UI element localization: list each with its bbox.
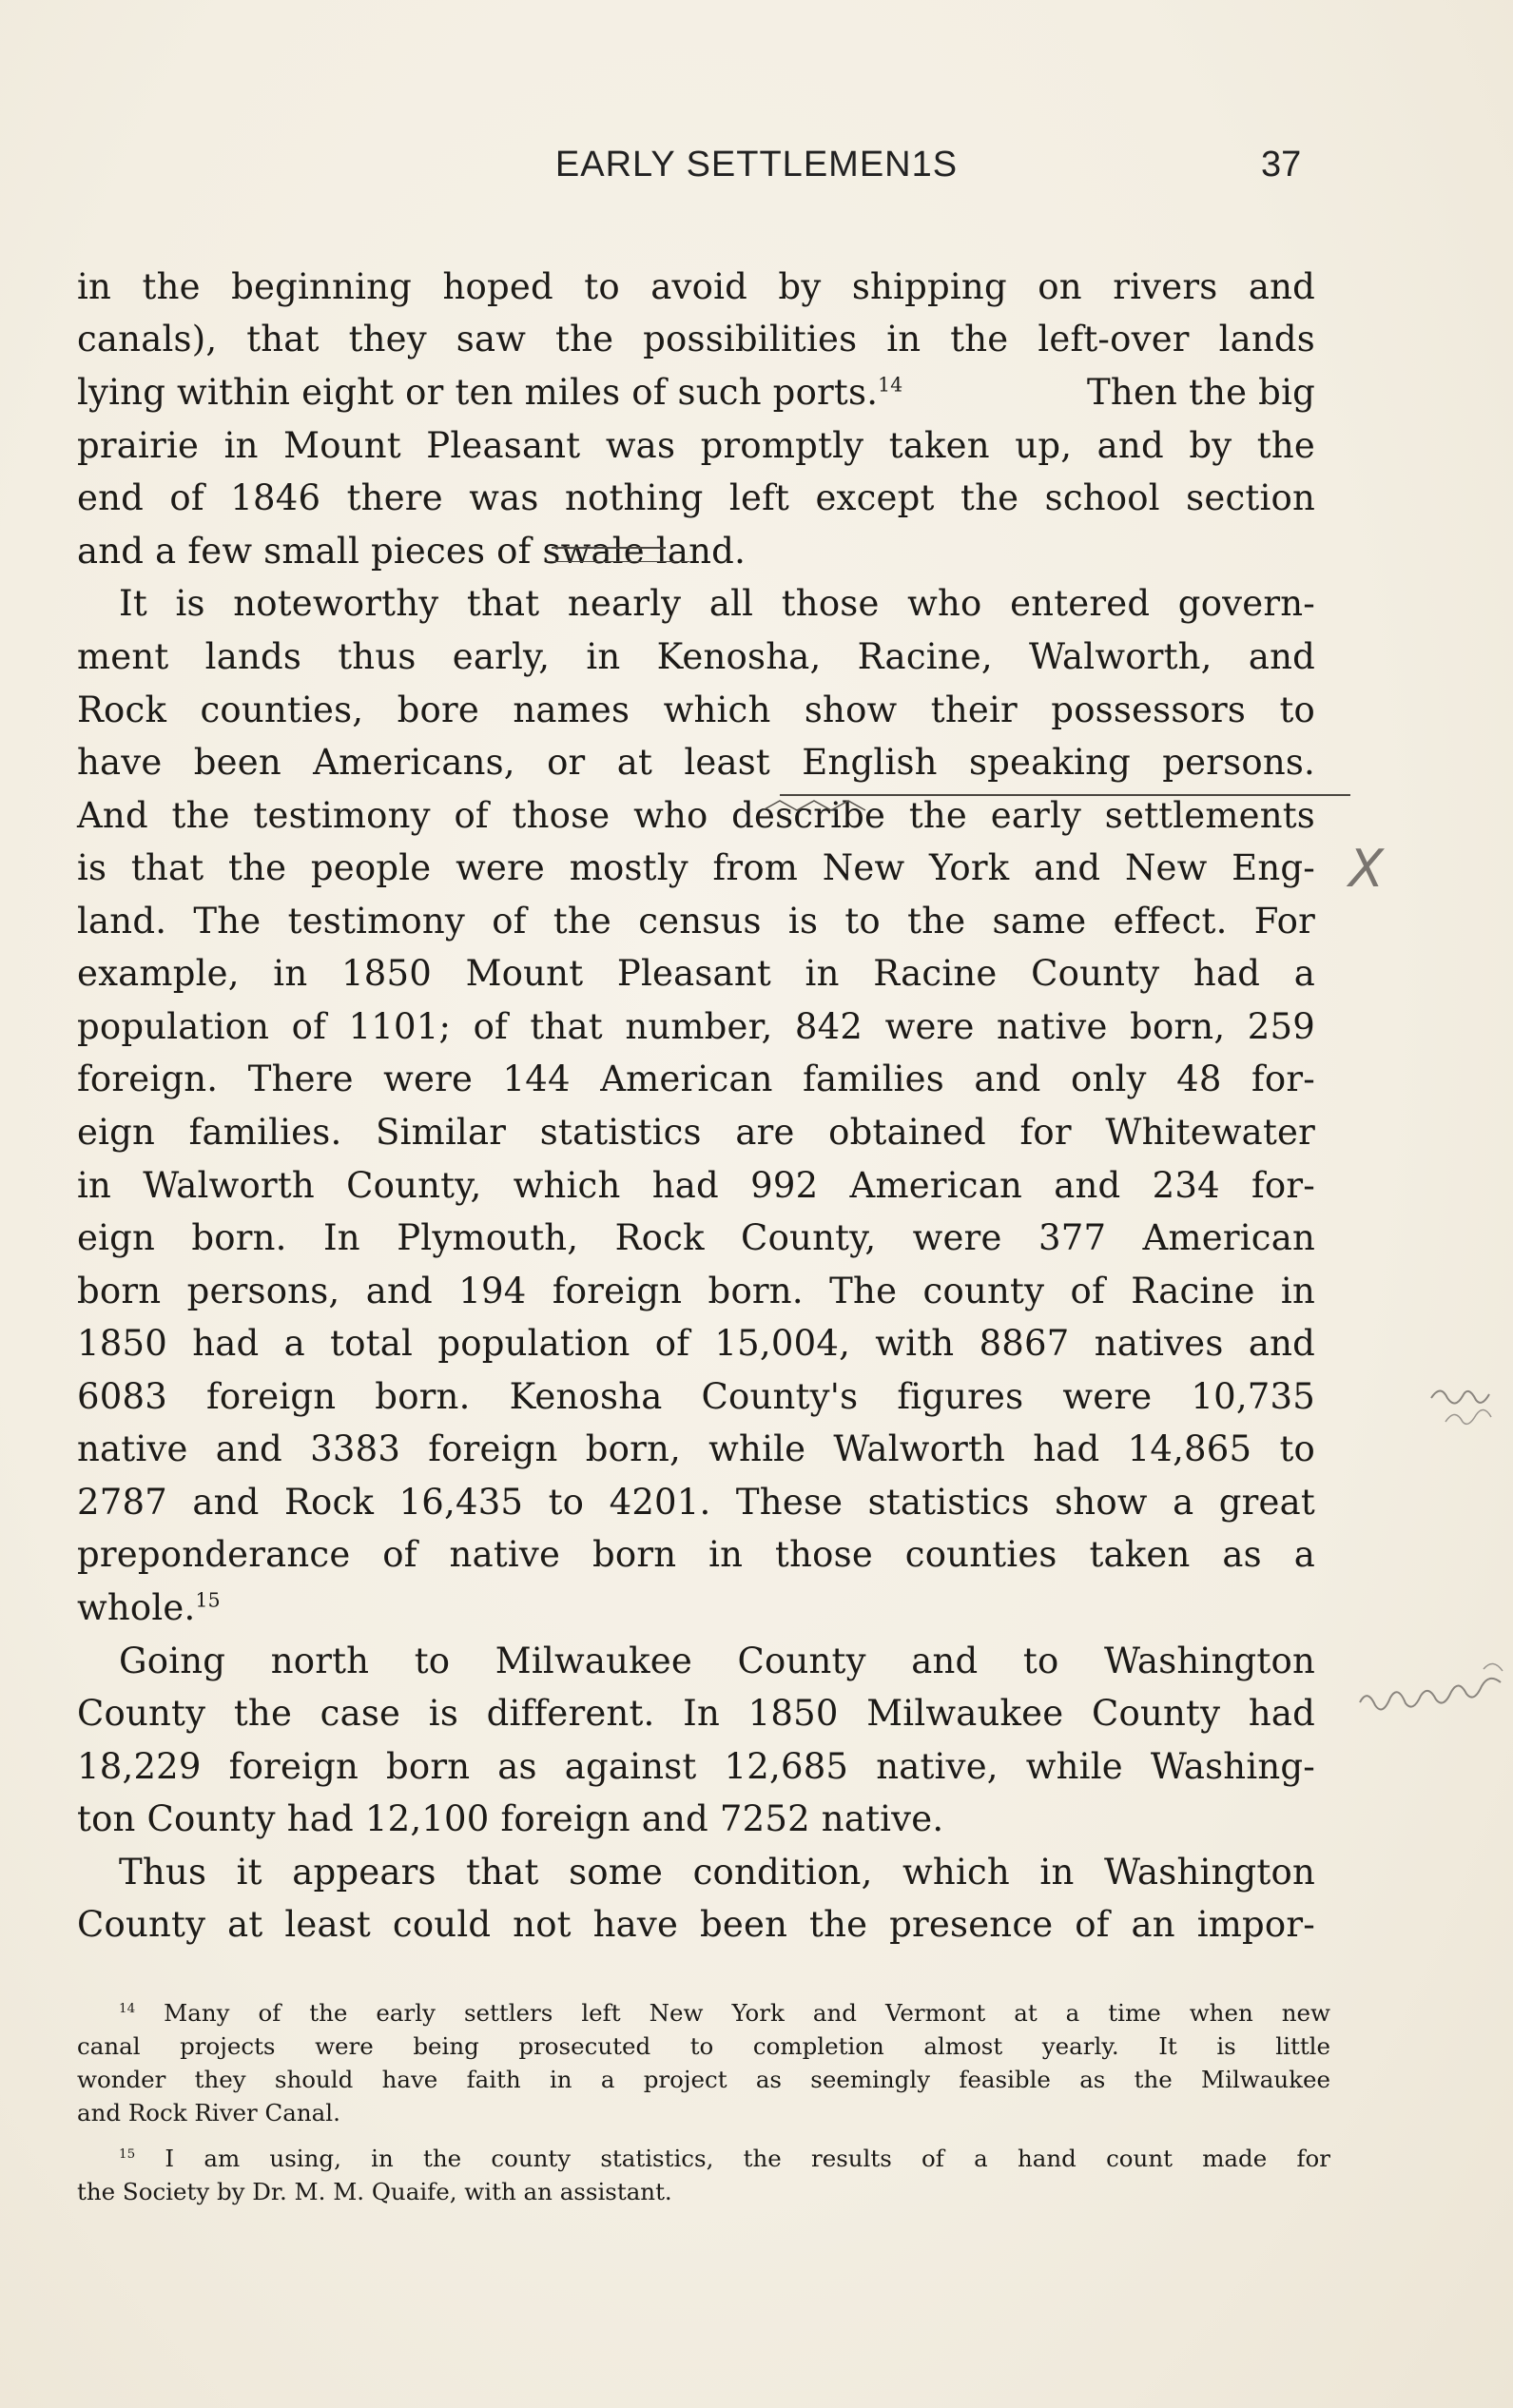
footnote-ref-14: 14 xyxy=(878,373,903,397)
pencil-underline-swale xyxy=(547,561,689,562)
paragraph-start: Going north to Milwaukee County and to Washington xyxy=(119,1641,1315,1681)
body-line: preponderance of native born in those counties taken as a xyxy=(77,1534,1315,1575)
body-line: and a few small pieces of swale land. xyxy=(77,531,747,572)
body-line: 18,229 foreign born as against 12,685 native, while Washing- xyxy=(77,1746,1315,1787)
pencil-underline-english-speaking xyxy=(780,794,1350,796)
footnote-14-line: $^{14}$ Many of the early settlers left New York and Vermont at a time when new xyxy=(119,1999,1330,2027)
body-line-with-footnote xyxy=(77,1589,1313,1627)
body-line: born persons, and 194 foreign born. The county of Racine in xyxy=(77,1271,1315,1311)
body-line: in Walworth County, which had 992 American and 234 for- xyxy=(77,1165,1315,1206)
footnote-ref-15: 15 xyxy=(195,1588,221,1612)
body-line: eign families. Similar statistics are obtained for Whitewater xyxy=(77,1112,1315,1153)
footnote-14-line: canal projects were being prosecuted to completion almost yearly. It is little xyxy=(77,2032,1330,2060)
body-line: ment lands thus early, in Kenosha, Racine, Walworth, and xyxy=(77,636,1315,677)
pencil-x-mark: X xyxy=(1348,839,1384,899)
body-line-text: lying within eight or ten miles of such ports. xyxy=(77,372,879,413)
body-line-text: whole. xyxy=(77,1587,196,1628)
body-line-continuation: Then the big xyxy=(1087,372,1315,413)
body-line: canals), that they saw the possibilities in the left-over lands xyxy=(77,319,1315,359)
body-line: 2787 and Rock 16,435 to 4201. These statistics show a great xyxy=(77,1482,1315,1523)
body-line: in the beginning hoped to avoid by shipping on rivers and xyxy=(77,266,1315,307)
running-header-title: EARLY SETTLEMEN1S xyxy=(554,145,959,184)
body-line: prairie in Mount Pleasant was promptly taken up, and by the xyxy=(77,425,1315,466)
footnote-15-line: the Society by Dr. M. M. Quaife, with an assistant. xyxy=(77,2178,672,2205)
body-line: 1850 had a total population of 15,004, with 8867 natives and xyxy=(77,1323,1315,1364)
pencil-scribble-icon xyxy=(1426,1369,1512,1446)
body-line: 6083 foreign born. Kenosha County's figures were 10,735 xyxy=(77,1376,1315,1417)
body-line: County at least could not have been the presence of an impor- xyxy=(77,1904,1315,1945)
body-line: Rock counties, bore names which show their possessors to xyxy=(77,689,1315,730)
body-line: end of 1846 there was nothing left except the school section xyxy=(77,477,1315,518)
body-line-with-footnote xyxy=(77,374,1315,412)
footnote-15-line: $^{15}$ I am using, in the county statistics, the results of a hand count made for xyxy=(119,2145,1331,2172)
body-line: eign born. In Plymouth, Rock County, were 377 American xyxy=(77,1217,1315,1258)
paragraph-start: It is noteworthy that nearly all those who entered govern- xyxy=(119,583,1315,624)
body-line: And the testimony of those who describe the early settlements xyxy=(77,795,1315,836)
footnote-marker-15: 15 xyxy=(119,2146,136,2162)
body-line: County the case is different. In 1850 Milwaukee County had xyxy=(77,1693,1315,1734)
body-line: population of 1101; of that number, 842 were native born, 259 xyxy=(77,1006,1315,1047)
pencil-scribble-icon xyxy=(1350,1650,1513,1745)
body-line: land. The testimony of the census is to the same effect. For xyxy=(77,901,1315,942)
footnote-marker-14: 14 xyxy=(119,2000,136,2016)
footnote-14-line: wonder they should have faith in a project as seemingly feasible as the Milwaukee xyxy=(77,2066,1330,2093)
body-line: foreign. There were 144 American families and only 48 for- xyxy=(77,1058,1315,1099)
body-line: have been Americans, or at least English speaking persons. xyxy=(77,742,1315,783)
footnote-14-line: and Rock River Canal. xyxy=(77,2099,340,2126)
paragraph-start: Thus it appears that some condition, which in Washington xyxy=(119,1852,1315,1893)
pencil-caret-icon xyxy=(761,797,884,816)
body-line: native and 3383 foreign born, while Walworth had 14,865 to xyxy=(77,1428,1315,1469)
pencil-underline-nothing xyxy=(552,547,666,549)
body-line: ton County had 12,100 foreign and 7252 native. xyxy=(77,1798,944,1839)
body-line: is that the people were mostly from New York and New Eng- xyxy=(77,847,1315,888)
body-line: example, in 1850 Mount Pleasant in Racine County had a xyxy=(77,953,1315,994)
page-number: 37 xyxy=(1261,145,1302,184)
